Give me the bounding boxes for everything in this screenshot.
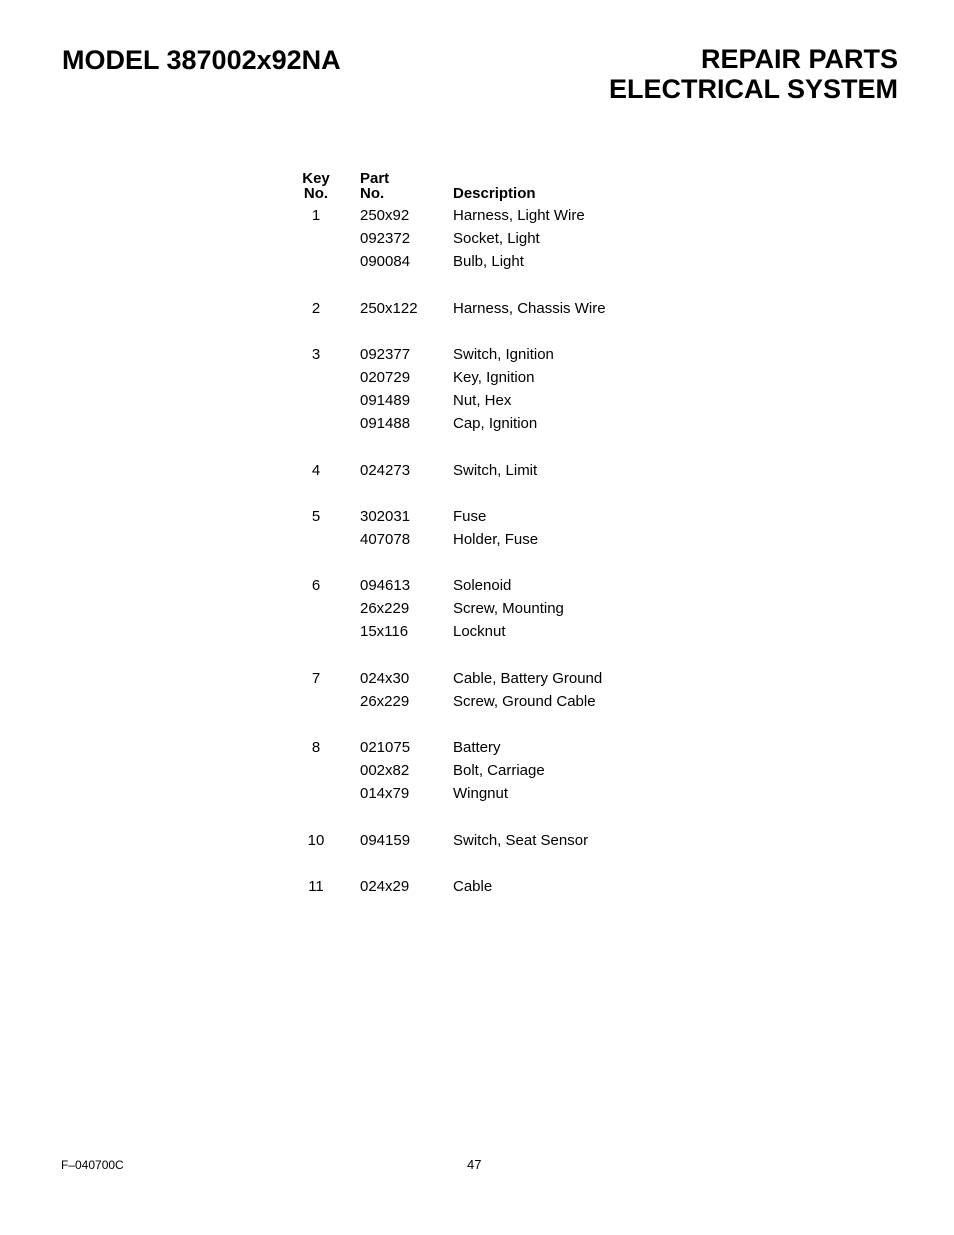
part-number: 021075 bbox=[360, 739, 411, 756]
part-description: Switch, Seat Sensor bbox=[453, 831, 589, 849]
part-description: Switch, Limit bbox=[453, 461, 538, 479]
part-description: Cable, Battery Ground bbox=[453, 669, 603, 687]
part-number: 024x30 bbox=[360, 669, 410, 687]
section-title-line-1: REPAIR PARTS bbox=[700, 44, 898, 74]
section-title-line-2: ELECTRICAL SYSTEM bbox=[608, 74, 898, 104]
part-number: 014x79 bbox=[360, 785, 410, 803]
part-description: Key, Ignition bbox=[453, 368, 535, 386]
part-no-header bbox=[360, 171, 389, 201]
part-number: 092372 bbox=[360, 230, 411, 248]
key-number: 3 bbox=[311, 345, 321, 363]
key-no-header bbox=[296, 171, 336, 201]
part-description: Socket, Light bbox=[453, 230, 540, 248]
part-number: 250x122 bbox=[360, 299, 418, 317]
section-title bbox=[609, 44, 898, 104]
part-description: Harness, Light Wire bbox=[453, 207, 585, 224]
part-description: Nut, Hex bbox=[453, 392, 512, 410]
part-number: 092377 bbox=[360, 345, 411, 363]
key-number: 6 bbox=[311, 577, 321, 595]
part-description: Wingnut bbox=[453, 785, 509, 803]
key-header-line-2: No. bbox=[303, 185, 329, 202]
part-number: 024273 bbox=[360, 461, 411, 479]
part-number: 090084 bbox=[360, 253, 411, 271]
part-description: Fuse bbox=[453, 507, 487, 525]
model-title: MODEL 387002x92NA bbox=[62, 45, 341, 75]
part-description: Switch, Ignition bbox=[453, 345, 554, 363]
part-number: 26x229 bbox=[360, 692, 410, 710]
part-number: 024x29 bbox=[360, 877, 410, 895]
part-number: 15x116 bbox=[360, 623, 409, 641]
part-description: Harness, Chassis Wire bbox=[453, 299, 606, 317]
part-number: 302031 bbox=[360, 507, 411, 525]
key-number: 10 bbox=[307, 831, 325, 849]
part-number: 091489 bbox=[360, 392, 411, 410]
part-description: Solenoid bbox=[453, 577, 512, 595]
part-description: Battery bbox=[453, 739, 501, 756]
part-description: Holder, Fuse bbox=[453, 530, 539, 548]
part-description: Screw, Mounting bbox=[453, 600, 564, 618]
part-number: 094159 bbox=[360, 831, 411, 849]
description-header: Description bbox=[453, 185, 536, 202]
part-number: 26x229 bbox=[360, 600, 410, 618]
key-number: 5 bbox=[311, 507, 321, 525]
part-description: Locknut bbox=[453, 623, 506, 641]
part-number: 002x82 bbox=[360, 762, 410, 780]
key-number: 2 bbox=[311, 299, 321, 317]
key-number: 8 bbox=[311, 739, 321, 756]
part-description: Screw, Ground Cable bbox=[453, 692, 596, 710]
footer-code: F–040700C bbox=[61, 1158, 124, 1172]
part-number: 250x92 bbox=[360, 207, 410, 224]
key-number: 1 bbox=[311, 207, 321, 224]
key-header-line-1: Key bbox=[302, 170, 330, 187]
part-description: Cable bbox=[453, 877, 493, 895]
key-number: 4 bbox=[311, 461, 321, 479]
part-number: 020729 bbox=[360, 368, 411, 386]
part-number: 091488 bbox=[360, 415, 411, 433]
part-description: Cap, Ignition bbox=[453, 415, 538, 433]
key-number: 11 bbox=[308, 877, 324, 895]
page-number: 47 bbox=[467, 1157, 482, 1172]
part-number: 094613 bbox=[360, 577, 411, 595]
part-header-line-2: No. bbox=[360, 185, 385, 202]
part-description: Bulb, Light bbox=[453, 253, 524, 271]
part-header-line-1: Part bbox=[360, 170, 390, 187]
key-number: 7 bbox=[311, 669, 321, 687]
part-number: 407078 bbox=[360, 530, 411, 548]
part-description: Bolt, Carriage bbox=[453, 762, 545, 780]
